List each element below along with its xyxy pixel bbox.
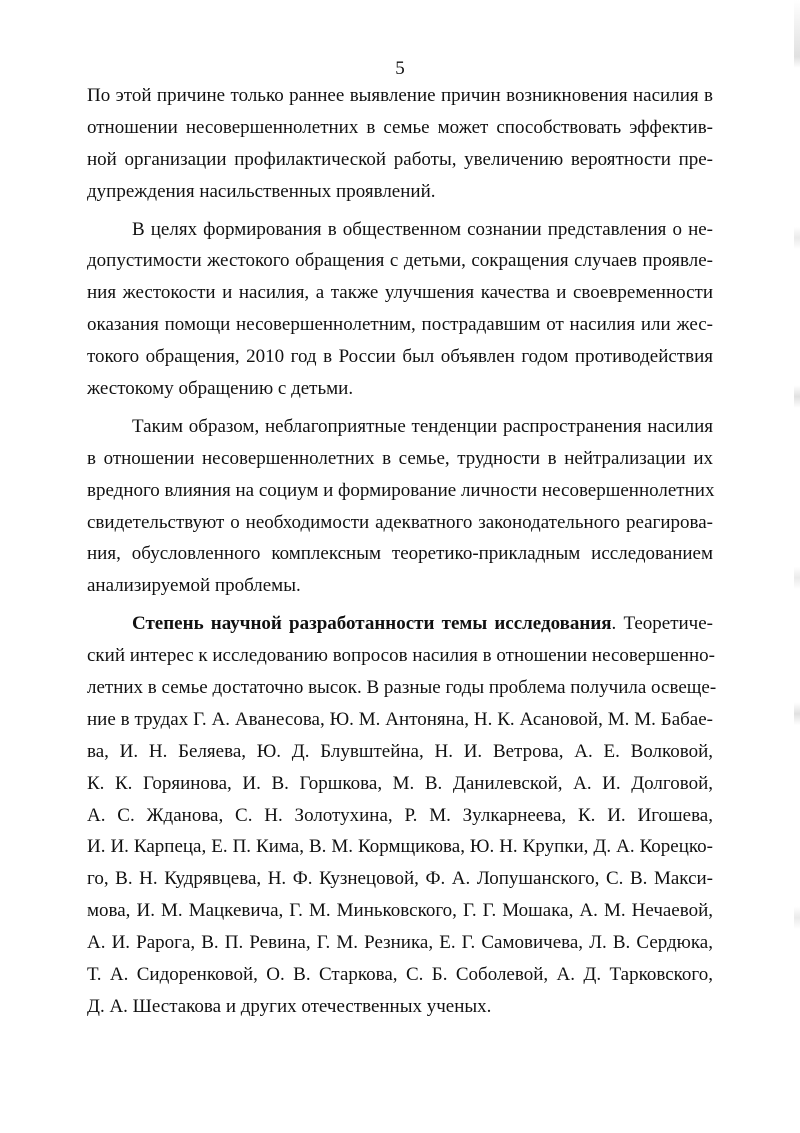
text-line: в отношении несовершеннолетних в семье, трудности в нейтрализации их [87, 447, 713, 469]
text-line: Д. А. Шестакова и других отечественных ученых. [87, 995, 492, 1017]
text-line: свидетельствуют о необходимости адекватного законодательного реагирова- [87, 511, 713, 533]
text-line: дупреждения насильственных проявлений. [87, 180, 436, 202]
text-line: И. И. Карпеца, Е. П. Кима, В. М. Кормщикова, Ю. Н. Крупки, Д. А. Корецко- [87, 836, 713, 858]
text-line: ной организации профилактической работы, увеличению вероятности пре- [87, 148, 713, 170]
text-line: Таким образом, неблагоприятные тенденции распространения насилия [132, 415, 713, 437]
text-line-with-heading [87, 608, 713, 640]
text-line: ский интерес к исследованию вопросов насилия в отношении несовершенно- [87, 645, 715, 667]
text-line: ние в трудах Г. А. Аванесова, Ю. М. Антоняна, Н. К. Асановой, М. М. Бабае- [87, 708, 713, 730]
text-line: ния, обусловленного комплексным теоретико-прикладным исследованием [87, 543, 713, 565]
text-fragment: . Теоретиче- [611, 613, 713, 635]
text-line: отношении несовершеннолетних в семье может способствовать эффектив- [87, 116, 713, 138]
text-line: допустимости жестокого обращения с детьми, сокращения случаев проявле- [87, 250, 713, 272]
text-line: токого обращения, 2010 год в России был объявлен годом противодействия [87, 346, 713, 368]
text-line: По этой причине только раннее выявление причин возникновения насилия в [87, 85, 713, 106]
section-heading: Степень научной разработанности темы исследования [132, 613, 612, 635]
body-text [87, 80, 717, 1023]
paragraph-3 [87, 411, 713, 602]
text-line: мова, И. М. Мацкевича, Г. М. Миньковского, Г. Г. Мошака, А. М. Нечаевой, [87, 900, 713, 922]
text-line: А. С. Жданова, С. Н. Золотухина, Р. М. Зулкарнеева, К. И. Игошева, [87, 804, 713, 826]
text-line: вредного влияния на социум и формирование личности несовершеннолетних [87, 479, 715, 501]
text-line: К. К. Горяинова, И. В. Горшкова, М. В. Данилевской, А. И. Долговой, [87, 772, 713, 794]
page-number: 5 [395, 58, 405, 79]
paragraph-2 [87, 214, 713, 405]
text-line: го, В. Н. Кудрявцева, Н. Ф. Кузнецовой, Ф. А. Лопушанского, С. В. Макси- [87, 868, 713, 890]
text-line: А. И. Рарога, В. П. Ревина, Г. М. Резника, Е. Г. Самовичева, Л. В. Сердюка, [87, 932, 713, 954]
text-line: ния жестокости и насилия, а также улучшения качества и своевременности [87, 282, 713, 304]
text-line: ва, И. Н. Беляева, Ю. Д. Блувштейна, Н. И. Ветрова, А. Е. Волковой, [87, 740, 713, 762]
text-line: летних в семье достаточно высок. В разные годы проблема получила освеще- [87, 677, 717, 699]
text-line: оказания помощи несовершеннолетним, пострадавшим от насилия или жес- [87, 314, 713, 336]
paragraph-4 [87, 608, 717, 1023]
text-line: жестокому обращению с детьми. [87, 378, 354, 400]
text-line: анализируемой проблемы. [87, 575, 301, 597]
text-line: В целях формирования в общественном сознании представления о не- [132, 218, 713, 240]
scan-edge-artifact [794, 0, 800, 1133]
text-line: Т. А. Сидоренковой, О. В. Старкова, С. Б. Соболевой, А. Д. Тарковского, [87, 964, 713, 986]
paragraph-1 [87, 80, 713, 208]
